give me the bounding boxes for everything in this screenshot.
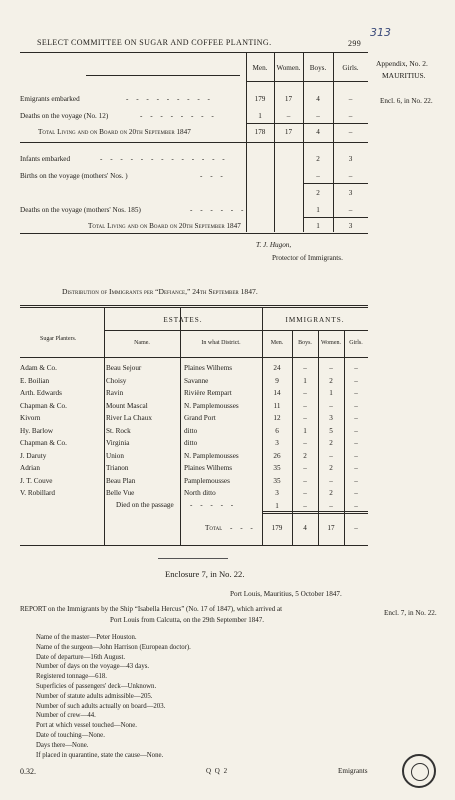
leader-dots: - - - - - - - - - - - - - xyxy=(100,155,228,163)
count-cell: – xyxy=(354,439,358,447)
cell: – xyxy=(354,524,358,532)
count-cell: – xyxy=(354,401,358,410)
count-cell: 1 xyxy=(303,376,307,385)
count-cell: 35 xyxy=(273,464,281,472)
enclosure-6-note: Encl. 6, in No. 22. xyxy=(380,97,433,105)
planter-cell: Adrian xyxy=(20,464,40,472)
cell: 178 xyxy=(254,128,266,136)
cell: – xyxy=(329,502,333,510)
mauritius-label: MAURITIUS. xyxy=(382,71,426,80)
total-row-label: Total xyxy=(205,524,223,532)
report-title-line1: REPORT on the Immigrants by the Ship “Isabella Hercus” (No. 17 of 1847), which arrived at xyxy=(20,605,283,613)
count-cell: 3 xyxy=(275,439,279,447)
count-cell: – xyxy=(354,364,358,372)
total-row-label: Total Living and on Board on 20th September 1847 xyxy=(88,222,241,230)
row-label: Deaths on the voyage (mothers' Nos. 185) xyxy=(20,206,141,214)
cell: 4 xyxy=(303,524,307,532)
count-cell: – xyxy=(303,364,307,372)
report-line: Date of departure—16th August. xyxy=(36,653,126,661)
total-row-label: Total Living and on Board on 20th September 1847 xyxy=(38,128,191,136)
row-label: Emigrants embarked xyxy=(20,95,80,103)
row-label: Births on the voyage (mothers' Nos. ) xyxy=(20,172,128,180)
estates-header: ESTATES. xyxy=(163,316,203,324)
estate-name-cell: Belle Vue xyxy=(106,489,135,497)
count-cell: 2 xyxy=(329,376,333,385)
count-cell: – xyxy=(303,401,307,410)
col-header-girls: Girls. xyxy=(349,340,363,346)
cell: 2 xyxy=(316,155,320,163)
cell: – xyxy=(348,172,353,180)
district-cell: Grand Port xyxy=(184,414,216,422)
planter-cell: Hy. Barlow xyxy=(20,426,54,435)
cell: – xyxy=(303,502,307,510)
planter-cell: Chapman & Co. xyxy=(20,439,67,447)
district-cell: Plaines Wilhems xyxy=(184,464,233,472)
report-line: Name of the master—Peter Houston. xyxy=(36,634,137,641)
count-cell: 24 xyxy=(273,364,281,372)
leader-dots: - - - - - - - - - xyxy=(126,95,213,103)
cell: 1 xyxy=(258,112,262,120)
planter-cell: E. Boilian xyxy=(20,376,50,385)
col-header-boys: Boys. xyxy=(309,64,327,72)
enclosure-7-note: Encl. 7, in No. 22. xyxy=(384,609,437,617)
count-cell: – xyxy=(354,464,358,472)
estate-name-cell: Beau Sejour xyxy=(106,364,142,372)
cell: 3 xyxy=(348,189,353,197)
leader-dots: - - - - - - xyxy=(190,206,247,214)
estate-name-cell: Beau Plan xyxy=(106,476,136,485)
cell: 17 xyxy=(284,95,293,103)
count-cell: – xyxy=(354,426,358,435)
count-cell: – xyxy=(354,389,358,397)
count-cell: 5 xyxy=(329,426,333,435)
library-stamp xyxy=(402,754,436,788)
estate-name-cell: Virginia xyxy=(106,439,130,447)
estate-name-cell: Choisy xyxy=(106,376,127,385)
count-cell: 9 xyxy=(275,376,279,385)
distribution-title: Distribution of Immigrants per “Defiance,” 24th September 1847. xyxy=(62,287,258,296)
cell: – xyxy=(316,172,320,180)
count-cell: – xyxy=(354,414,358,422)
estate-name-cell: Trianon xyxy=(106,464,129,472)
report-line: Port at which vessel touched—None. xyxy=(36,722,137,730)
leader-dots: - - - - - - - - xyxy=(140,112,217,120)
count-cell: – xyxy=(354,476,358,485)
report-title-line2: Port Louis from Calcutta, on the 29th September 1847. xyxy=(110,616,264,624)
cell: 1 xyxy=(316,206,320,214)
report-line: Name of the surgeon—John Harrison (European doctor). xyxy=(36,643,191,651)
place-date: Port Louis, Mauritius, 5 October 1847. xyxy=(230,590,342,598)
signature-title: Protector of Immigrants. xyxy=(272,254,343,262)
leader-dots: - - - xyxy=(200,172,226,180)
report-line: Days there—None. xyxy=(36,741,89,749)
district-cell: North ditto xyxy=(184,489,216,497)
count-cell: – xyxy=(354,376,358,385)
estate-name-cell: St. Rock xyxy=(106,426,131,435)
col-header-boys: Boys. xyxy=(298,340,312,346)
cell: – xyxy=(348,206,353,214)
planter-cell: Adam & Co. xyxy=(20,364,57,372)
district-cell: ditto xyxy=(184,426,198,435)
cell: – xyxy=(316,112,320,120)
row-label: Deaths on the voyage (No. 12) xyxy=(20,112,109,120)
cell: – xyxy=(348,112,353,120)
footer-left: 0.32. xyxy=(20,767,36,776)
count-cell: 1 xyxy=(303,426,307,435)
count-cell: – xyxy=(303,489,307,497)
page-title: SELECT COMMITTEE ON SUGAR AND COFFEE PLANTING. xyxy=(37,38,272,47)
district-cell: N. Pamplemousses xyxy=(184,401,239,410)
col-header-girls: Girls. xyxy=(342,64,359,72)
count-cell: 2 xyxy=(303,451,307,460)
estate-name-cell: River La Chaux xyxy=(106,414,152,422)
district-cell: Rivière Rempart xyxy=(184,389,232,397)
count-cell: – xyxy=(303,464,307,472)
count-cell: – xyxy=(329,451,333,460)
row-label: Infants embarked xyxy=(20,155,71,163)
cell: 4 xyxy=(316,128,320,136)
planter-cell: Chapman & Co. xyxy=(20,401,67,410)
count-cell: 1 xyxy=(329,389,333,397)
district-cell: ditto xyxy=(184,439,198,447)
count-cell: – xyxy=(303,389,307,397)
page-number: 299 xyxy=(348,39,362,48)
count-cell: 2 xyxy=(329,439,333,447)
report-line: Number of days on the voyage—43 days. xyxy=(36,663,150,671)
district-cell: Plaines Wilhems xyxy=(184,364,233,372)
report-line: Superficies of passengers' deck—Unknown. xyxy=(36,683,157,690)
cell: 2 xyxy=(316,189,320,197)
cell: 179 xyxy=(254,95,266,103)
col-header-women: Women. xyxy=(320,340,341,346)
count-cell: – xyxy=(329,401,333,410)
cell: 17 xyxy=(284,128,293,136)
col-header-district: In what District. xyxy=(201,340,241,346)
report-line: Registered tonnage—618. xyxy=(36,673,107,681)
col-header-men: Men. xyxy=(252,64,268,72)
report-line: Number of such adults actually on board—203. xyxy=(36,702,166,710)
handwritten-page-number: 313 xyxy=(370,26,391,39)
died-row-label: Died on the passage xyxy=(116,501,174,509)
report-line: Number of crew—44. xyxy=(36,712,96,720)
count-cell: 26 xyxy=(273,451,281,460)
estate-name-cell: Ravin xyxy=(106,389,124,397)
cell: 4 xyxy=(316,95,320,103)
count-cell: – xyxy=(354,451,358,460)
appendix-label: Appendix, No. 2. xyxy=(376,59,428,68)
footer-signature-mark: Q Q 2 xyxy=(206,767,229,775)
cell: 3 xyxy=(348,222,353,230)
count-cell: – xyxy=(303,476,307,485)
col-header-planters: Sugar Planters. xyxy=(40,336,77,342)
district-cell: Pamplemousses xyxy=(184,476,230,485)
district-cell: N. Pamplemousses xyxy=(184,451,239,460)
cell: – xyxy=(286,112,291,120)
report-line: If placed in quarantine, state the cause—None. xyxy=(36,751,164,759)
cell: – xyxy=(348,128,353,136)
estate-name-cell: Union xyxy=(106,451,124,460)
planter-cell: J. T. Couve xyxy=(20,476,53,485)
cell: 17 xyxy=(327,524,335,532)
count-cell: 2 xyxy=(329,464,333,472)
cell: 1 xyxy=(316,222,320,230)
count-cell: – xyxy=(354,489,358,497)
planter-cell: Kivorn xyxy=(20,414,41,422)
cell: 179 xyxy=(271,524,283,532)
footer-catchword: Emigrants xyxy=(338,767,368,775)
report-line: Date of touching—None. xyxy=(36,732,105,739)
count-cell: 35 xyxy=(273,476,281,485)
count-cell: 12 xyxy=(273,414,281,422)
planter-cell: Arth. Edwards xyxy=(20,389,62,397)
count-cell: – xyxy=(303,439,307,447)
report-line: Number of statute adults admissible—205. xyxy=(36,692,153,700)
count-cell: 3 xyxy=(329,414,333,422)
count-cell: 11 xyxy=(273,401,281,410)
district-cell: Savanne xyxy=(184,376,209,385)
count-cell: – xyxy=(329,476,333,485)
leader-dots: - - - - - xyxy=(190,501,237,509)
count-cell: 2 xyxy=(329,489,333,497)
estate-name-cell: Mount Mascal xyxy=(106,401,148,410)
planter-cell: J. Daruty xyxy=(20,451,47,460)
count-cell: 6 xyxy=(275,426,279,435)
enclosure-heading: Enclosure 7, in No. 22. xyxy=(165,569,245,579)
col-header-women: Women. xyxy=(276,64,301,72)
leader-dots: - - - xyxy=(230,524,256,532)
cell: – xyxy=(348,95,353,103)
cell: 1 xyxy=(275,502,279,510)
count-cell: 3 xyxy=(275,489,279,497)
count-cell: – xyxy=(329,364,333,372)
col-header-men: Men. xyxy=(270,340,284,346)
col-header-name: Name. xyxy=(134,340,150,346)
planter-cell: V. Robillard xyxy=(20,489,56,497)
signature-name: T. J. Hugon, xyxy=(256,241,292,249)
count-cell: – xyxy=(303,414,307,422)
count-cell: 14 xyxy=(273,389,281,397)
cell: 3 xyxy=(348,155,353,163)
immigrants-header: IMMIGRANTS. xyxy=(285,316,345,324)
cell: – xyxy=(354,502,358,510)
